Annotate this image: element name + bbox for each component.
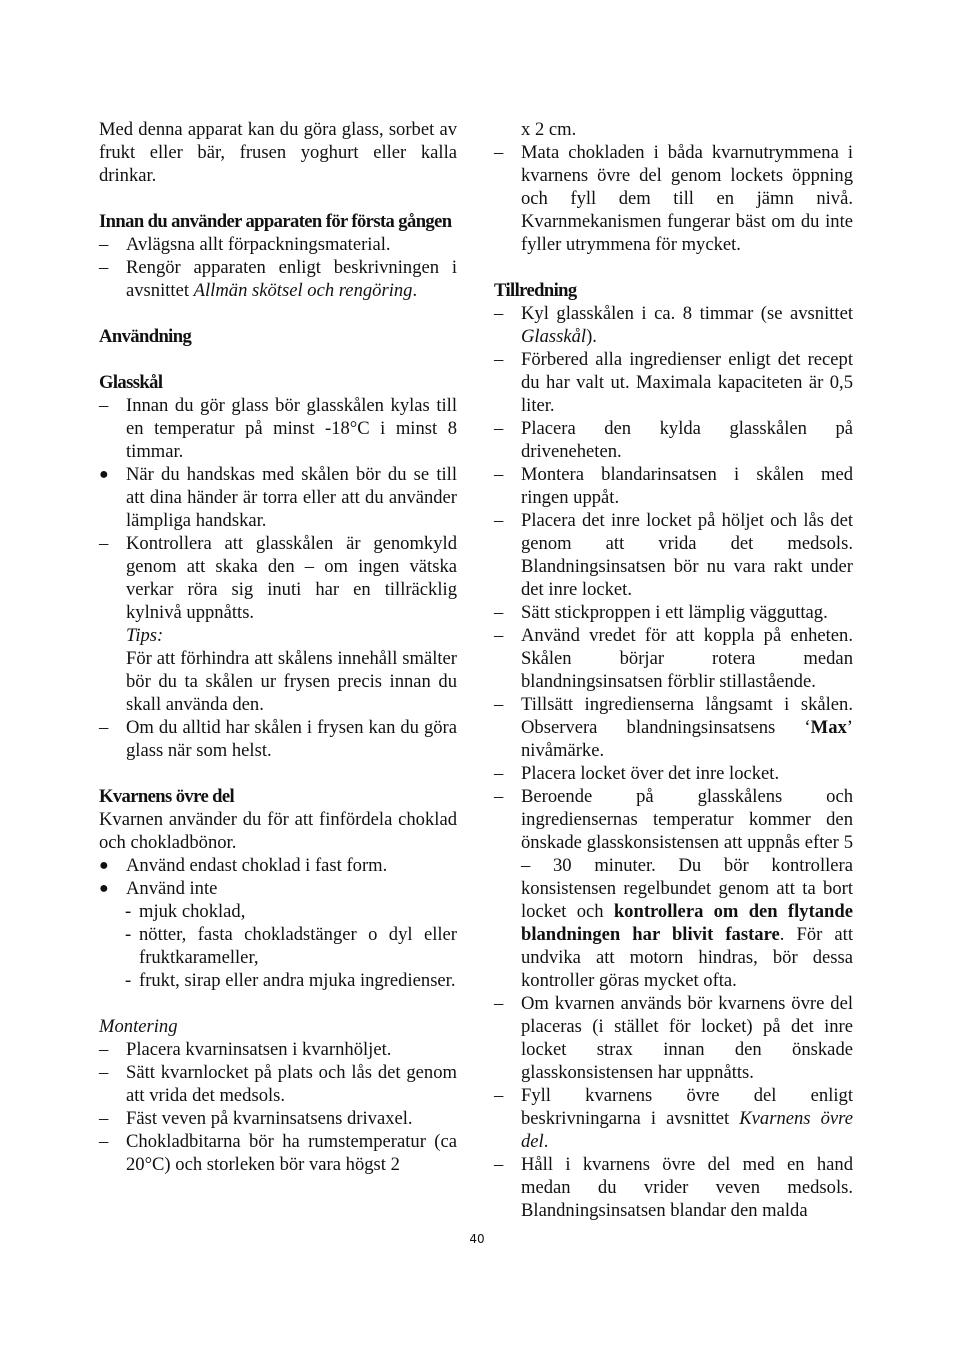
emphasis-text: kontrollera om den flytande blandningen har blivit fastare [521, 901, 853, 945]
sub-list-item-text: nötter, fasta chokladstänger o dyl eller fruktkarameller, [139, 924, 457, 968]
dash-marker: – [494, 349, 504, 370]
sub-list-item [99, 969, 457, 992]
bullet-icon: ● [99, 466, 109, 483]
dash-marker: – [99, 257, 109, 278]
punctuation: . [412, 280, 418, 301]
list-item [494, 509, 853, 601]
list-item-text: Håll i kvarnens övre del med en hand medan du vrider veven medsols. Blandningsinsatsen blandar den malda [521, 1154, 853, 1221]
assembly-heading: Montering [99, 1016, 178, 1037]
list-item-text: Kyl glasskålen i ca. 8 timmar (se avsnittet [521, 303, 853, 324]
page-number: 40 [469, 1232, 485, 1246]
list-item [99, 463, 457, 532]
list-item-text: Om kvarnen används bör kvarnens övre del placeras (i stället för locket) på det inre locket strax innan den önskade glasskonsistensen har uppnåtts. [521, 993, 853, 1083]
dash-marker: – [99, 717, 109, 738]
tips-text: För att förhindra att skålens innehåll smälter bör du ta skålen ur frysen precis innan du skall använda den. [126, 648, 457, 715]
list-item-text: Förbered alla ingredienser enligt det recept du har valt ut. Maximala kapaciteten är 0,5 liter. [521, 349, 853, 416]
punctuation: ). [586, 326, 597, 347]
list-item-text: Använd vredet för att koppla på enheten. Skålen börjar rotera medan blandningsinsatsen förblir stillastående. [521, 625, 853, 692]
dash-marker: – [99, 1039, 109, 1060]
list-item [99, 532, 457, 624]
list-item [99, 1038, 457, 1061]
list-item-text: Placera det inre locket på höljet och lås det genom att vrida det medsols. Blandningsinsatsen bör nu vara rakt under det inre locket. [521, 510, 853, 600]
list-item [99, 854, 457, 877]
grinder-heading: Kvarnens övre del [99, 786, 235, 807]
bullet-icon: ● [99, 880, 109, 897]
list-item [99, 877, 457, 900]
list-item-text: Avlägsna allt förpackningsmaterial. [126, 234, 391, 255]
list-item [494, 417, 853, 463]
left-column [99, 118, 457, 1176]
list-item-text: Montera blandarinsatsen i skålen med ringen uppåt. [521, 464, 853, 508]
list-item-text: När du handskas med skålen bör du se till att dina händer är torra eller att du använder lämpliga handskar. [126, 464, 457, 531]
bowl-heading: Glasskål [99, 372, 163, 393]
list-item-text: Tillsätt ingredienserna långsamt i skålen. Observera blandningsinsatsens ‘ [521, 694, 853, 738]
dash-marker: – [99, 234, 109, 255]
punctuation: . [543, 1131, 549, 1152]
preparation-heading: Tillredning [494, 280, 577, 301]
list-item-text: Sätt stickproppen i ett lämplig vägguttag. [521, 602, 828, 623]
list-item [494, 762, 853, 785]
dash-marker: – [494, 418, 504, 439]
dash-marker: – [99, 1062, 109, 1083]
before-first-use-heading: Innan du använder apparaten för första gången [99, 211, 452, 232]
list-item [99, 256, 457, 302]
list-item-text: Fäst veven på kvarninsatsens drivaxel. [126, 1108, 413, 1129]
dash-marker: – [494, 602, 504, 623]
list-item [494, 348, 853, 417]
max-label: Max [810, 717, 847, 738]
section-reference: Glasskål [521, 326, 587, 347]
sub-dash-marker: - [125, 924, 132, 945]
intro-paragraph: Med denna apparat kan du göra glass, sorbet av frukt eller bär, frusen yoghurt eller kalla drinkar. [99, 119, 457, 186]
list-item [494, 992, 853, 1084]
list-item-text: Placera locket över det inre locket. [521, 763, 780, 784]
list-item-text: Fyll kvarnens övre del enligt beskrivningarna i avsnittet [521, 1085, 853, 1129]
sub-list-item [99, 923, 457, 969]
list-item [494, 1084, 853, 1153]
list-item-text: Chokladbitarna bör ha rumstemperatur (ca 20°C) och storleken bör vara högst 2 [126, 1131, 457, 1175]
section-reference: Kvarnens övre del [521, 1108, 853, 1152]
list-item-text: Mata chokladen i båda kvarnutrymmena i kvarnens övre del genom lockets öppning och fyll dem till en jämn nivå. Kvarnmekanismen fungerar bäst om du inte fyller utrymmena för mycket. [521, 142, 853, 255]
list-item-text: Sätt kvarnlocket på plats och lås det genom att vrida det medsols. [126, 1062, 457, 1106]
right-column [494, 118, 853, 1222]
list-item [494, 693, 853, 762]
dash-marker: – [494, 510, 504, 531]
dash-marker: – [99, 533, 109, 554]
dash-marker: – [99, 1131, 109, 1152]
tips-label: Tips: [126, 625, 164, 646]
dash-marker: – [494, 142, 504, 163]
list-item [99, 1107, 457, 1130]
list-item [99, 1061, 457, 1107]
list-item-text: Rengör apparaten enligt beskrivningen i avsnittet [126, 257, 457, 301]
list-item [99, 1130, 457, 1176]
dash-marker: – [494, 625, 504, 646]
section-reference: Allmän skötsel och rengöring [193, 280, 413, 301]
list-item-text: Använd endast choklad i fast form. [126, 855, 388, 876]
list-item [494, 624, 853, 693]
grinder-intro: Kvarnen använder du för att finfördela choklad och chokladbönor. [99, 809, 457, 853]
list-item [494, 785, 853, 992]
bullet-icon: ● [99, 857, 109, 874]
list-item [99, 233, 457, 256]
sub-dash-marker: - [125, 970, 132, 991]
dash-marker: – [494, 763, 504, 784]
dash-marker: – [494, 303, 504, 324]
dash-marker: – [99, 395, 109, 416]
dash-marker: – [494, 694, 504, 715]
list-item [99, 716, 457, 762]
sub-list-item-text: mjuk choklad, [139, 901, 246, 922]
dash-marker: – [494, 786, 504, 807]
list-item-text: Placera kvarninsatsen i kvarnhöljet. [126, 1039, 392, 1060]
dash-marker: – [494, 464, 504, 485]
list-item [494, 1153, 853, 1222]
list-item-text: Kontrollera att glasskålen är genomkyld genom att skaka den – om ingen vätska verkar röra sig inuti har en tillräcklig kylnivå uppnåtts. [126, 533, 457, 623]
dash-marker: – [494, 1154, 504, 1175]
sub-list-item [99, 900, 457, 923]
continuation-text: x 2 cm. [521, 119, 577, 140]
sub-dash-marker: - [125, 901, 132, 922]
usage-heading: Användning [99, 326, 192, 347]
sub-list-item-text: frukt, sirap eller andra mjuka ingredienser. [139, 970, 456, 991]
list-item-text: Beroende på glasskålens och ingrediensernas temperatur kommer den önskade glasskonsistensen att uppnås efter 5 – 30 minuter. Du bör kontrollera konsistensen regelbundet genom att ta bort locket och [521, 786, 853, 922]
list-item-text: Om du alltid har skålen i frysen kan du göra glass när som helst. [126, 717, 457, 761]
list-item [494, 601, 853, 624]
dash-marker: – [99, 1108, 109, 1129]
list-item [99, 394, 457, 463]
list-item-text: Placera den kylda glasskålen på driveneheten. [521, 418, 853, 462]
dash-marker: – [494, 1085, 504, 1106]
list-item [494, 463, 853, 509]
list-item-text: Använd inte [126, 878, 218, 899]
list-item [494, 141, 853, 256]
dash-marker: – [494, 993, 504, 1014]
list-item-text: . För att undvika att motorn hindras, bör dessa kontroller göras mycket ofta. [521, 924, 853, 991]
list-item [494, 302, 853, 348]
list-item-text: Innan du gör glass bör glasskålen kylas till en temperatur på minst -18°C i minst 8 timmar. [126, 395, 457, 462]
list-item-text: ’ nivåmärke. [521, 717, 853, 761]
